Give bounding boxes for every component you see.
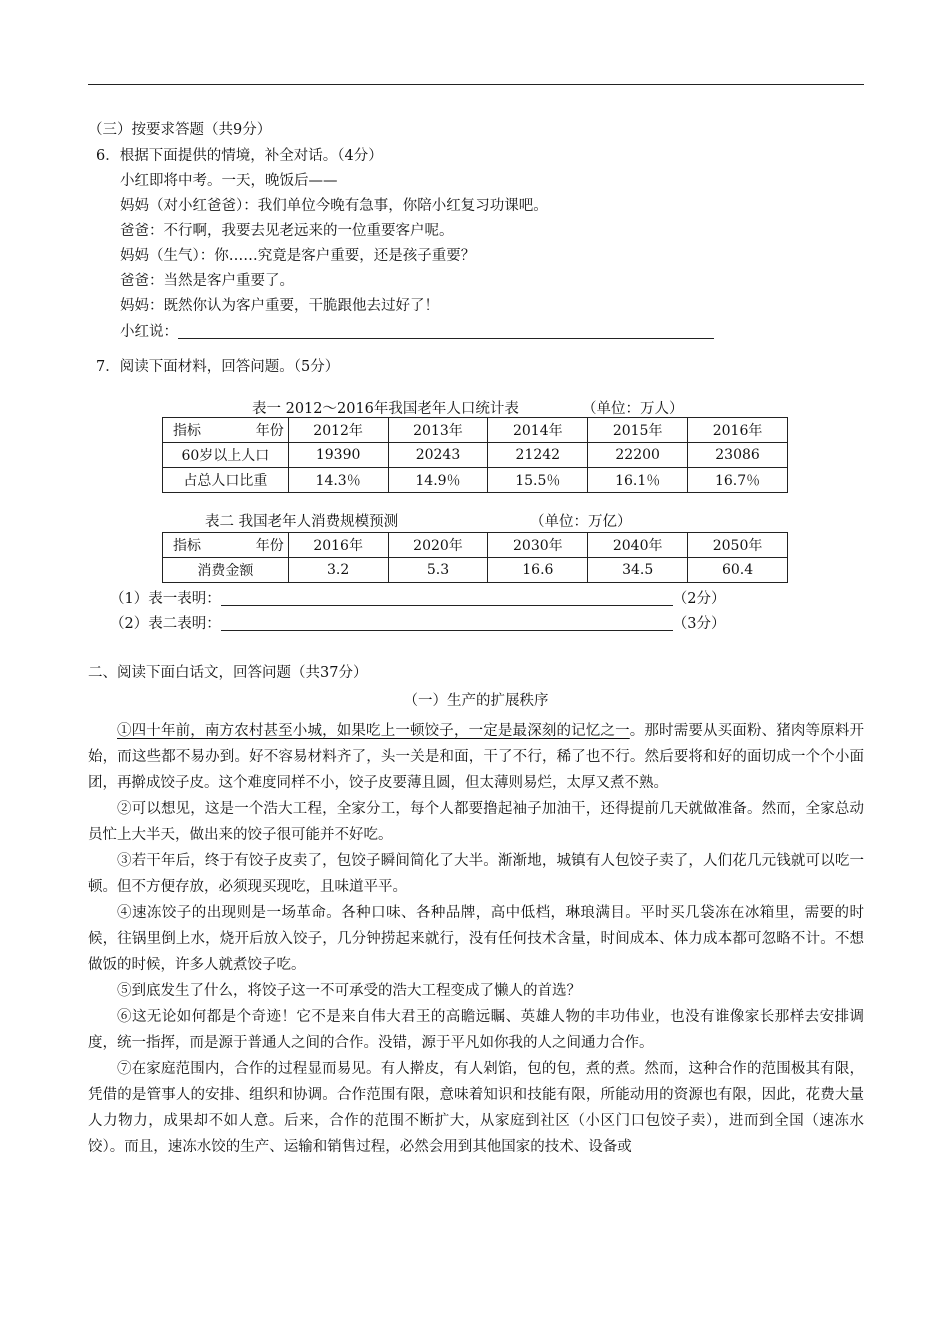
table1 <box>162 417 788 493</box>
table-cell: 22200 <box>588 443 688 468</box>
subquestion-1[interactable] <box>110 588 725 610</box>
subquestion-1-label: （1）表一表明： <box>110 591 221 607</box>
table1-year-cell: 2013年 <box>388 418 488 443</box>
paragraph-7: ⑦在家庭范围内，合作的过程显而易见。有人擀皮，有人剁馅，包的包，煮的煮。然而，这种合作的范围极其有限，凭借的是管事人的安排、组织和协调。合作范围有限，意味着知识和技能有限，所能动用的资源也有限，因此，花费大量人力物力，成果却不如人意。后来，合作的范围不断扩大，从家庭到社区（小区门口包饺子卖），进而到全国（速冻水饺）。而且，速冻水饺的生产、运输和销售过程，必然会用到其他国家的技术、设备或 <box>88 1061 864 1155</box>
underlined-sentence: ①四十年前，南方农村甚至小城，如果吃上一顿饺子，一定是最深刻的记忆之一 <box>117 723 630 739</box>
dialogue-line-5: 爸爸：当然是客户重要了。 <box>120 273 294 289</box>
dialogue-line-6: 妈妈：既然你认为客户重要，干脆跟他去过好了！ <box>120 298 439 314</box>
table1-year-cell: 2012年 <box>288 418 388 443</box>
dialogue-line-3: 爸爸：不行啊，我要去见老远来的一位重要客户呢。 <box>120 223 454 239</box>
part2-heading: 二、阅读下面白话文，回答问题（共37分） <box>88 665 368 681</box>
table1-year-cell: 2016年 <box>688 418 788 443</box>
article-title: （一）生产的扩展秩序 <box>403 693 549 709</box>
table-cell: 16.7％ <box>688 468 788 493</box>
table2-header-index: 指标 <box>173 538 201 554</box>
question-6-prompt: 6．根据下面提供的情境，补全对话。（4分） <box>96 148 383 164</box>
table2-unit: （单位：万亿） <box>530 514 632 530</box>
article-body <box>88 718 864 1160</box>
subquestion-1-blank[interactable] <box>221 589 673 606</box>
table2-year-cell: 2016年 <box>288 533 388 558</box>
table1-header-row <box>163 418 788 443</box>
table-cell: 14.3％ <box>288 468 388 493</box>
subquestion-2[interactable] <box>110 613 725 635</box>
table-cell: 20243 <box>388 443 488 468</box>
subquestion-1-score: （2分） <box>672 591 726 607</box>
table-cell: 16.1％ <box>588 468 688 493</box>
table-cell: 19390 <box>288 443 388 468</box>
table-row <box>163 468 788 493</box>
paragraph-1 <box>88 718 864 796</box>
table2-year-cell: 2020年 <box>388 533 488 558</box>
table2-caption: 表二 我国老年人消费规模预测 <box>205 514 399 530</box>
table-cell: 23086 <box>688 443 788 468</box>
row-label: 消费金额 <box>163 558 289 583</box>
table2-header-row <box>163 533 788 558</box>
table1-year-cell: 2015年 <box>588 418 688 443</box>
table2 <box>162 532 788 583</box>
dialogue-line-4: 妈妈（生气）：你……究竟是客户重要，还是孩子重要？ <box>120 248 476 264</box>
question-7-prompt: 7．阅读下面材料，回答问题。（5分） <box>96 359 340 375</box>
table-cell: 3.2 <box>288 558 388 583</box>
table-cell: 5.3 <box>388 558 488 583</box>
table-cell: 14.9％ <box>388 468 488 493</box>
subquestion-2-blank[interactable] <box>221 614 673 631</box>
table2-corner-cell <box>163 533 289 558</box>
subquestion-2-score: （3分） <box>672 616 726 632</box>
header-rule <box>88 84 864 85</box>
table1-header-index: 指标 <box>173 423 201 439</box>
subquestion-2-label: （2）表二表明： <box>110 616 221 632</box>
row-label: 60岁以上人口 <box>163 443 289 468</box>
table-row <box>163 443 788 468</box>
table-row <box>163 558 788 583</box>
dialogue-line-1: 小红即将中考。一天，晚饭后—— <box>120 173 338 189</box>
table2-header-year: 年份 <box>255 538 284 554</box>
answer-line-xiaohong[interactable] <box>120 321 714 343</box>
dialogue-line-2: 妈妈（对小红爸爸）：我们单位今晚有急事，你陪小红复习功课吧。 <box>120 198 548 214</box>
paragraph-3: ③若干年后，终于有饺子皮卖了，包饺子瞬间简化了大半。渐渐地，城镇有人包饺子卖了，人们花几元钱就可以吃一顿。但不方便存放，必须现买现吃，且味道平平。 <box>88 853 864 895</box>
table-cell: 34.5 <box>588 558 688 583</box>
table2-year-cell: 2050年 <box>688 533 788 558</box>
answer-blank[interactable] <box>178 322 714 339</box>
paragraph-1-rest: 。那时需要从买面粉、猪肉等原料开始，而这些都不易办到。好不容易材料齐了，头一关是和面，干了不行，稀了也不行。然后要将和好的面切成一个个小面团，再擀成饺子皮。这个难度同样不小，饺子皮要薄且圆，但太薄则易烂，太厚又煮不熟。 <box>88 723 864 791</box>
paragraph-2: ②可以想见，这是一个浩大工程，全家分工，每个人都要撸起袖子加油干，还得提前几天就做准备。然而，全家总动员忙上大半天，做出来的饺子很可能并不好吃。 <box>88 801 864 843</box>
table2-year-cell: 2040年 <box>588 533 688 558</box>
row-label: 占总人口比重 <box>163 468 289 493</box>
table-cell: 15.5％ <box>488 468 588 493</box>
table1-year-cell: 2014年 <box>488 418 588 443</box>
table-cell: 16.6 <box>488 558 588 583</box>
table2-year-cell: 2030年 <box>488 533 588 558</box>
table1-corner-cell <box>163 418 289 443</box>
table1-unit: （单位：万人） <box>582 401 684 417</box>
answer-label: 小红说： <box>120 324 178 340</box>
table-cell: 60.4 <box>688 558 788 583</box>
paragraph-5: ⑤到底发生了什么，将饺子这一不可承受的浩大工程变成了懒人的首选？ <box>117 983 581 999</box>
table-cell: 21242 <box>488 443 588 468</box>
paragraph-6: ⑥这无论如何都是个奇迹！它不是来自伟大君王的高瞻远瞩、英雄人物的丰功伟业，也没有谁像家长那样去安排调度，统一指挥，而是源于普通人之间的合作。没错，源于平凡如你我的人之间通力合作。 <box>88 1009 864 1051</box>
section-heading: （三）按要求答题（共9分） <box>88 122 272 138</box>
paragraph-4: ④速冻饺子的出现则是一场革命。各种口味、各种品牌，高中低档，琳琅满目。平时买几袋冻在冰箱里，需要的时候，往锅里倒上水，烧开后放入饺子，几分钟捞起来就行，没有任何技术含量，时间成本、体力成本都可忽略不计。不想做饭的时候，许多人就煮饺子吃。 <box>88 905 864 973</box>
table1-header-year: 年份 <box>255 423 284 439</box>
table1-caption: 表一 2012～2016年我国老年人口统计表 <box>252 401 519 417</box>
